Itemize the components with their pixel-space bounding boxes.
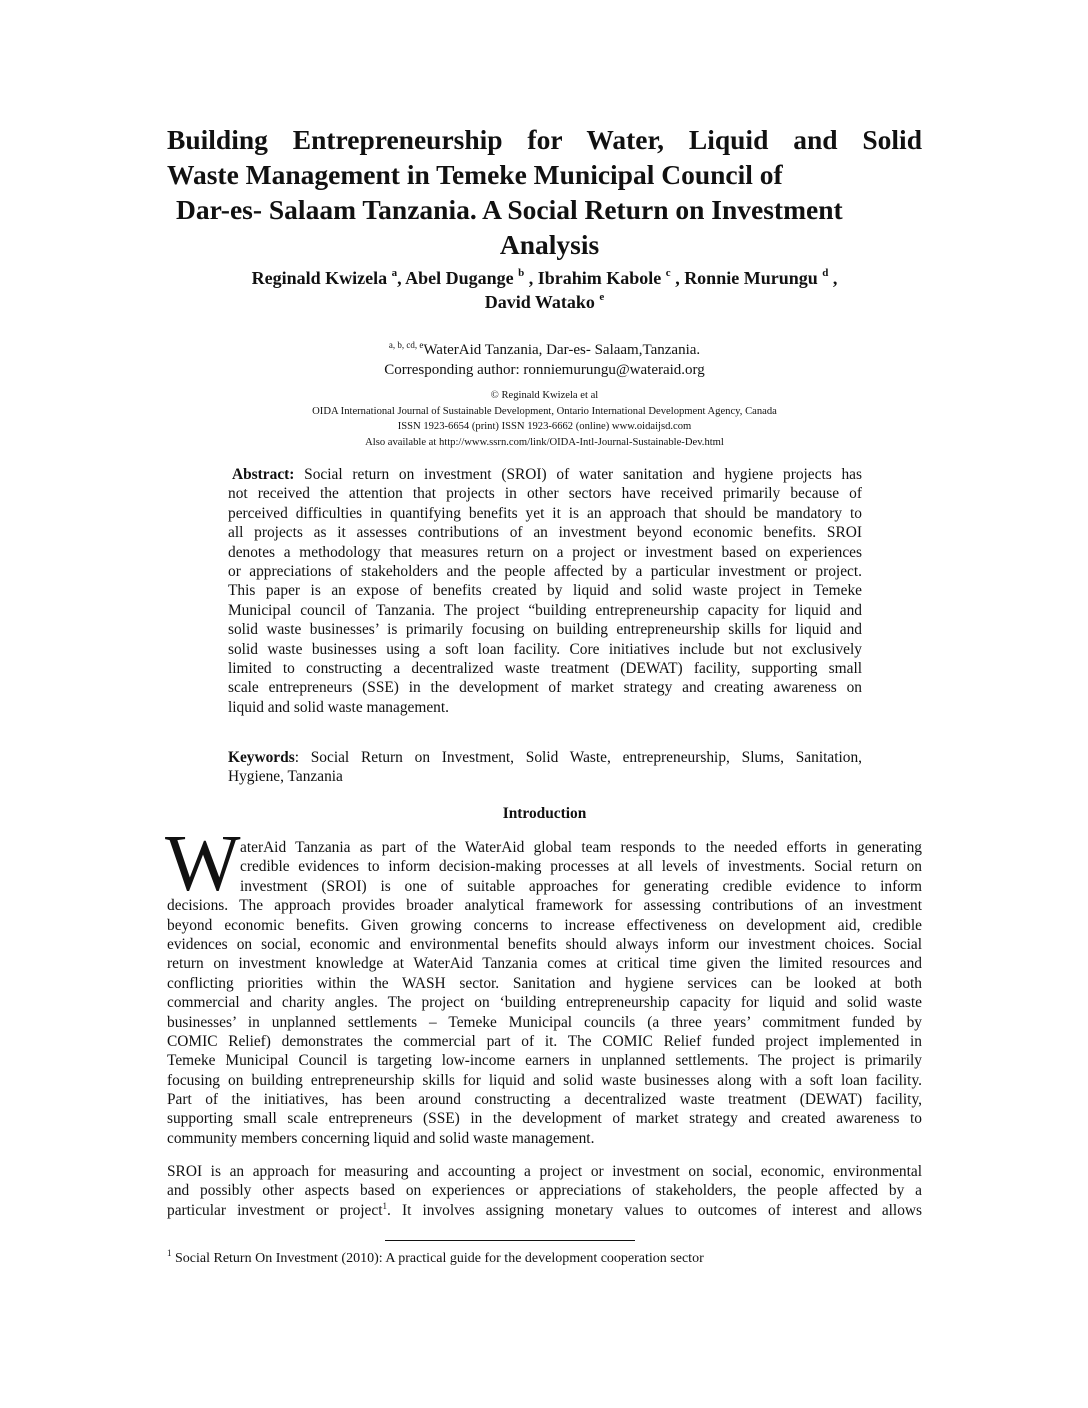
paragraph-line: Municipal council of Tanzania. The project “building entrepreneurship capacity for liquid and — [228, 601, 862, 619]
paragraph-line: businesses’ in unplanned settlements – Temeke Municipal councils (a three years’ commitment funded by — [167, 1013, 922, 1031]
copyright: © Reginald Kwizela et al — [490, 390, 599, 401]
paragraph-line: focusing on building entrepreneurship skills for liquid and solid waste businesses along with a soft loan facility. — [167, 1071, 922, 1089]
separator: , — [524, 268, 538, 288]
paragraph-line: decisions. The approach provides broader analytical framework for assessing contributions of an investment — [167, 897, 922, 915]
corresponding-author: Corresponding author: ronniemurungu@wateraid.org — [384, 362, 705, 378]
abstract-line: Social return on investment (SROI) of water sanitation and hygiene projects has — [294, 466, 862, 483]
paragraph-text: particular investment or project — [167, 1201, 383, 1219]
separator: , — [397, 268, 406, 288]
footnote — [167, 1250, 922, 1268]
paragraph-line: solid waste businesses’ is primarily focusing on building entrepreneurship skills for liquid and — [228, 621, 862, 639]
author-list — [167, 266, 922, 314]
separator: , — [670, 268, 685, 288]
author-mark: e — [599, 291, 605, 303]
paragraph-line: limited to constructing a decentralized waste treatment (DEWAT) facility, supporting small — [228, 659, 862, 677]
abstract-label: Abstract: — [232, 466, 295, 483]
paragraph-line: Part of the initiatives, has been around constructing a decentralized waste treatment (DEWAT) facility, — [167, 1091, 922, 1109]
title-line: Dar-es- Salaam Tanzania. A Social Return on Investment — [176, 194, 843, 225]
paragraph-line: solid waste businesses using a soft loan facility. Core initiatives include but not exclusively — [228, 640, 862, 658]
affiliation-text: WaterAid Tanzania, Dar-es- Salaam,Tanzania. — [423, 342, 701, 358]
keywords-line: : Social Return on Investment, Solid Waste, entrepreneurship, Slums, Sanitation, — [294, 749, 862, 766]
abstract — [228, 465, 862, 717]
paragraph-line: community members concerning liquid and solid waste management. — [167, 1129, 595, 1147]
author-name: Ibrahim Kabole — [537, 268, 662, 288]
paragraph-line: SROI is an approach for measuring and accounting a project or investment on social, economic, environmental — [167, 1163, 922, 1180]
section-heading-introduction: Introduction — [502, 805, 587, 822]
paragraph-line: This paper is an expose of benefits created by liquid and solid waste project in Temeke — [228, 582, 862, 600]
footnote-ref[interactable]: 1 — [382, 1200, 387, 1211]
title-line: Analysis — [499, 229, 600, 260]
paragraph-line: not received the attention that projects in other sectors have received primarily because of — [228, 485, 862, 503]
paragraph-line: credible evidences to inform decision-making processes at all levels of investments. Social return on — [240, 858, 922, 876]
paragraph-line: investment (SROI) is one of suitable approaches for generating credible evidence to inform — [240, 877, 922, 895]
footnote-mark: 1 — [167, 1248, 172, 1258]
author-name: Reginald Kwizela — [251, 268, 388, 288]
affiliation — [167, 340, 922, 380]
keywords — [228, 748, 862, 787]
paragraph-line: conflicting priorities within the WASH sector. Sanitation and hygiene services can be looked at both — [167, 974, 922, 992]
footnote-text: Social Return On Investment (2010): A practical guide for the development cooperation sector — [171, 1251, 704, 1266]
separator: , — [828, 268, 838, 288]
paragraph-line: all projects as it assesses contributions of an investment beyond economic benefits. SROI — [228, 524, 862, 542]
author-mark: c — [665, 267, 671, 279]
keywords-label: Keywords — [228, 749, 295, 766]
sroi-paragraph — [167, 1162, 922, 1220]
paper-title — [167, 122, 922, 262]
paragraph-line: evidences on social, economic and environmental benefits should always inform our investment choices. Social — [167, 935, 922, 953]
author-name: Abel Dugange — [405, 268, 514, 288]
keywords-line: Hygiene, Tanzania — [228, 768, 343, 786]
drop-cap: W — [165, 820, 241, 908]
publication-info — [167, 388, 922, 450]
paragraph-line: scale entrepreneurs (SSE) in the development of market strategy and creating awareness on — [228, 679, 862, 697]
journal-name: OIDA International Journal of Sustainable Development, Ontario International Development Agency, Canada — [312, 405, 777, 417]
author-mark: b — [518, 267, 525, 279]
paragraph-line: beyond economic benefits. Given growing concerns to increase effectiveness on development aid, credible — [167, 916, 922, 934]
paragraph-line: or appreciations of stakeholders and the people affected by a particular investment or project. — [228, 562, 862, 580]
title-line: Waste Management in Temeke Municipal Council of — [167, 159, 783, 190]
availability-link[interactable]: Also available at http://www.ssrn.com/link/OIDA-Intl-Journal-Sustainable-Dev.html — [365, 436, 724, 448]
paragraph-line: liquid and solid waste management. — [228, 698, 449, 716]
paragraph-line: and possibly other aspects based on experiences or appreciations of stakeholders, the people affected by a — [167, 1182, 922, 1200]
title-line: Building Entrepreneurship for Water, Liquid and Solid — [167, 124, 922, 155]
issn: ISSN 1923-6654 (print) ISSN 1923-6662 (online) www.oidaijsd.com — [397, 421, 692, 432]
author-mark: d — [822, 267, 829, 279]
author-name: Ronnie Murungu — [684, 268, 818, 288]
introduction-body — [165, 820, 922, 1148]
paragraph-line: COMIC Relief) demonstrates the commercial part of it. The COMIC Relief funded project implemented in — [167, 1032, 922, 1050]
paragraph-line: perceived difficulties in quantifying benefits yet it is an approach that should be mandatory to — [228, 504, 862, 522]
paragraph-line: supporting small scale entrepreneurs (SSE) in the development of market strategy and created awareness to — [167, 1110, 922, 1128]
author-name: David Watako — [484, 292, 595, 312]
affiliation-marks: a, b, cd, e — [388, 340, 424, 350]
paragraph-line: Temeke Municipal Council is targeting low-income earners in unplanned settlements. The project is primarily — [167, 1052, 922, 1070]
author-mark: a — [391, 267, 398, 279]
paragraph-line: denotes a methodology that measures return on a project or investment based on experiences — [228, 543, 862, 561]
paragraph-line: commercial and charity angles. The project on ‘building entrepreneurship capacity for liquid and solid waste — [167, 994, 922, 1012]
paragraph-line: aterAid Tanzania as part of the WaterAid global team responds to the needed efforts in generating — [240, 839, 922, 856]
paragraph-line: return on investment knowledge at WaterAid Tanzania comes at critical time given the limited resources and — [167, 955, 922, 973]
paragraph-text: . It involves assigning monetary values to outcomes of interest and allows — [386, 1201, 923, 1219]
footnote-divider — [385, 1240, 635, 1241]
